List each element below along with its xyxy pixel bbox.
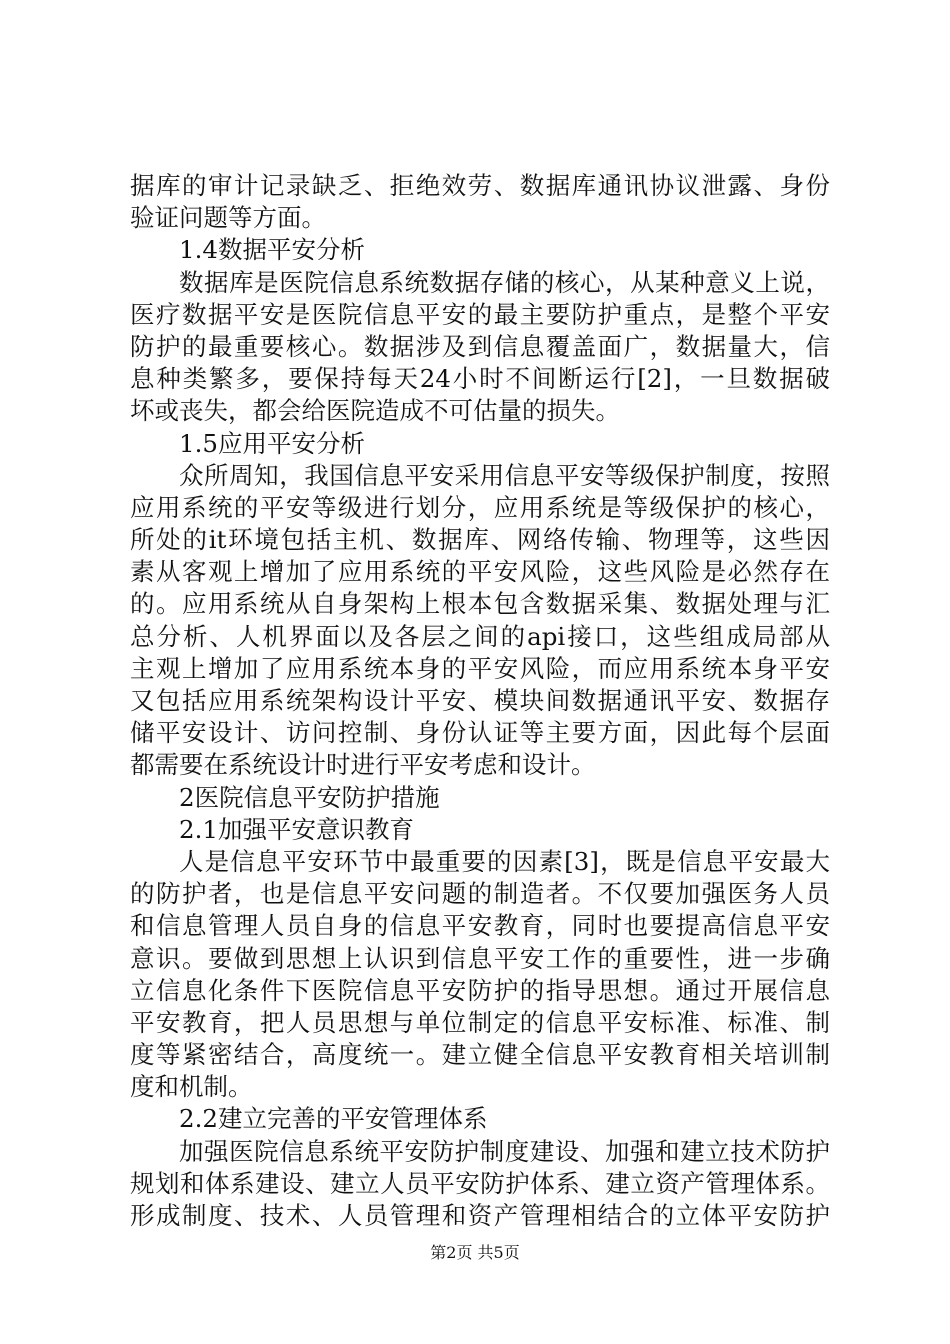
text-line: 立信息化条件下医院信息平安防护的指导思想。通过开展信息: [130, 975, 830, 1005]
section-heading: 2医院信息平安防护措施: [179, 782, 440, 812]
text-line: 又包括应用系统架构设计平安、模块间数据通讯平安、数据存: [130, 686, 830, 715]
text-line: 都需要在系统设计时进行平安考虑和设计。: [130, 750, 596, 780]
text-line: 的防护者，也是信息平安问题的制造者。不仅要加强医务人员: [130, 879, 830, 909]
text-line: 众所周知，我国信息平安采用信息平安等级保护制度，按照: [179, 460, 830, 490]
text-line: 和信息管理人员自身的信息平安教育，同时也要提高信息平安: [130, 911, 830, 941]
document-body: [130, 170, 830, 1232]
text-line: 总分析、人机界面以及各层之间的api接口，这些组成局部从: [130, 621, 830, 651]
text-line: 规划和体系建设、建立人员平安防护体系、建立资产管理体系。: [130, 1168, 830, 1198]
text-line: 防护的最重要核心。数据涉及到信息覆盖面广，数据量大，信: [130, 331, 830, 361]
text-line: 加强医院信息系统平安防护制度建设、加强和建立技术防护: [179, 1136, 830, 1166]
text-line: 度和机制。: [130, 1072, 253, 1102]
text-line: 坏或丧失，都会给医院造成不可估量的损失。: [130, 396, 620, 426]
page-footer: [0, 1243, 950, 1263]
section-heading: 2.2建立完善的平安管理体系: [179, 1104, 488, 1134]
text-line: 素从客观上增加了应用系统的平安风险，这些风险是必然存在: [130, 557, 830, 587]
text-line: 度等紧密结合，高度统一。建立健全信息平安教育相关培训制: [130, 1040, 830, 1070]
text-line: 所处的it环境包括主机、数据库、网络传输、物理等，这些因: [130, 525, 830, 555]
text-line: 主观上增加了应用系统本身的平安风险，而应用系统本身平安: [130, 653, 830, 683]
text-line: 医疗数据平安是医院信息平安的最主要防护重点，是整个平安: [130, 299, 830, 329]
section-heading: 2.1加强平安意识教育: [179, 814, 414, 844]
text-line: 据库的审计记录缺乏、拒绝效劳、数据库通讯协议泄露、身份: [130, 171, 830, 200]
text-line: 意识。要做到思想上认识到信息平安工作的重要性，进一步确: [130, 943, 830, 973]
section-heading: 1.5应用平安分析: [179, 428, 365, 458]
text-line: 息种类繁多，要保持每天24小时不间断运行[2]，一旦数据破: [130, 364, 830, 394]
text-line: 储平安设计、访问控制、身份认证等主要方面，因此每个层面: [130, 718, 830, 748]
text-line: 平安教育，把人员思想与单位制定的信息平安标准、标准、制: [130, 1007, 830, 1037]
text-line: 形成制度、技术、人员管理和资产管理相结合的立体平安防护: [130, 1201, 830, 1230]
text-line: 应用系统的平安等级进行划分，应用系统是等级保护的核心，: [130, 492, 830, 522]
section-heading: 1.4数据平安分析: [179, 235, 365, 265]
page-number-label: 第2页 共5页: [430, 1243, 520, 1262]
text-line: 人是信息平安环节中最重要的因素[3]，既是信息平安最大: [179, 846, 830, 876]
text-line: 的。应用系统从自身架构上根本包含数据采集、数据处理与汇: [130, 589, 830, 619]
text-line: 验证问题等方面。: [130, 203, 326, 233]
text-line: 数据库是医院信息系统数据存储的核心，从某种意义上说，: [179, 267, 830, 297]
